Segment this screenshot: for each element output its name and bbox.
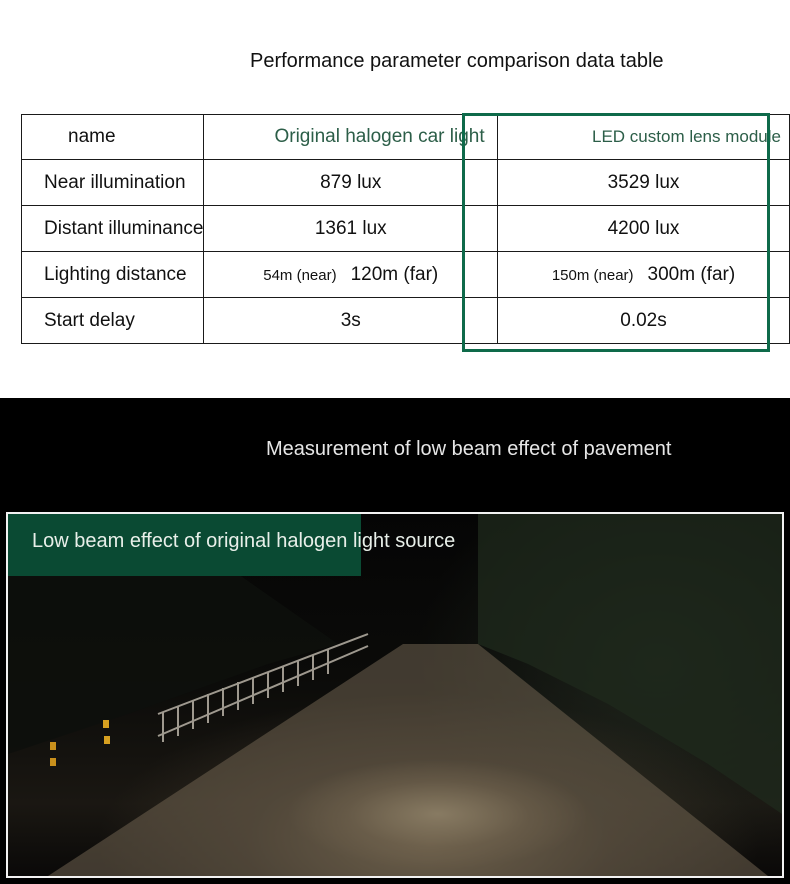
halogen-near-value: 54m (near) xyxy=(263,266,337,284)
led-far-value: 300m (far) xyxy=(647,263,736,285)
led-near-value: 150m (near) xyxy=(551,266,634,284)
halogen-value: 3s xyxy=(204,298,498,344)
header-name: name xyxy=(22,115,204,160)
reflector xyxy=(103,720,109,728)
led-value: 0.02s xyxy=(498,298,790,344)
low-beam-photo xyxy=(6,512,784,878)
reflector xyxy=(50,742,56,750)
photo-label: Low beam effect of original halogen light source xyxy=(32,530,456,552)
row-label: Lighting distance xyxy=(22,252,204,298)
header-halogen: Original halogen car light xyxy=(204,115,498,160)
table-title: Performance parameter comparison data table xyxy=(250,50,664,72)
reflector xyxy=(104,736,110,744)
row-label: Start delay xyxy=(22,298,204,344)
row-label: Near illumination xyxy=(22,160,204,206)
reflector xyxy=(50,758,56,766)
photo-label-box xyxy=(8,514,456,576)
pavement-section xyxy=(0,398,790,884)
led-value: 3529 lux xyxy=(498,160,790,206)
comparison-section xyxy=(0,0,790,398)
led-column-highlight xyxy=(462,113,770,352)
halogen-far-value: 120m (far) xyxy=(350,263,439,285)
led-value: 4200 lux xyxy=(498,206,790,252)
header-led: LED custom lens module xyxy=(498,115,790,160)
halogen-value: 879 lux xyxy=(204,160,498,206)
halogen-value: 1361 lux xyxy=(204,206,498,252)
row-label: Distant illuminance xyxy=(22,206,204,252)
halogen-value xyxy=(204,252,498,298)
pavement-title: Measurement of low beam effect of pavement xyxy=(266,438,672,460)
